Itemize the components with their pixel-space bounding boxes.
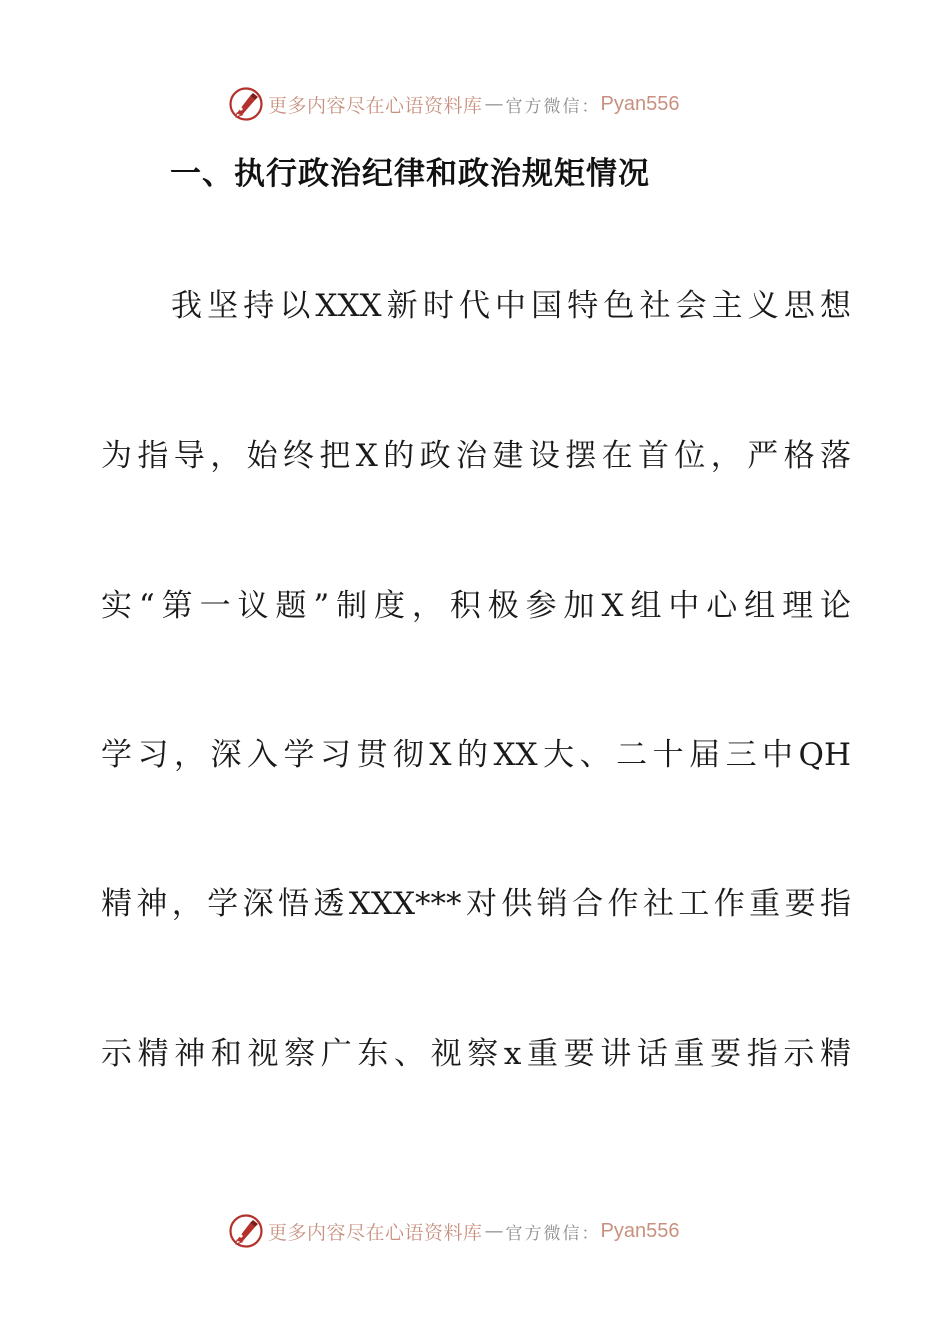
pen-nib-logo-icon	[228, 1213, 264, 1249]
footer-banner-dash: —	[484, 1220, 504, 1242]
body-line-6: 示精神和视察广东、视察x重要讲话重要指示精	[101, 1036, 851, 1072]
header-banner-wechat-id: Pyan556	[600, 92, 680, 115]
body-line-4: 学习，深入学习贯彻X的XX大、二十届三中QH	[101, 737, 851, 773]
body-line-5: 精神，学深悟透XXX***对供销合作社工作重要指	[101, 886, 851, 922]
body-line-1: 我坚持以XXX新时代中国特色社会主义思想	[171, 288, 851, 324]
pen-nib-logo-icon	[228, 86, 264, 122]
section-heading: 一、执行政治纪律和政治规矩情况	[170, 156, 650, 192]
body-line-2: 为指导，始终把X的政治建设摆在首位，严格落	[101, 438, 851, 474]
body-line-3: 实“第一议题”制度，积极参加X组中心组理论	[101, 588, 851, 624]
header-banner-wechat-label: 官方微信：	[505, 96, 601, 117]
footer-banner-text: 更多内容尽在心语资料库	[268, 1221, 483, 1244]
header-watermark-banner	[228, 84, 679, 124]
header-banner-text: 更多内容尽在心语资料库	[268, 94, 483, 117]
footer-banner-wechat-label: 官方微信：	[505, 1223, 601, 1244]
footer-banner-wechat-id: Pyan556	[600, 1219, 680, 1242]
header-banner-dash: —	[484, 93, 504, 115]
footer-watermark-banner	[228, 1211, 679, 1251]
